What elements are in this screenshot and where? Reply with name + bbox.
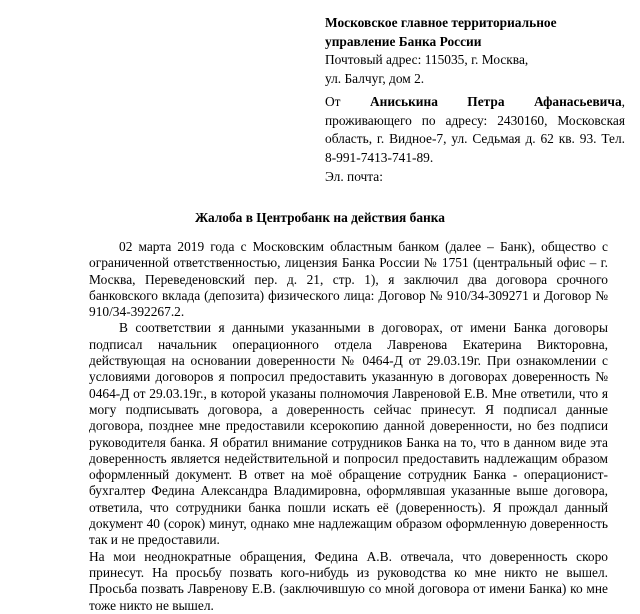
addressee-block: [325, 14, 625, 88]
addressee-org-line1: Московское главное территориальное: [325, 15, 557, 30]
addressee-address-line2: ул. Балчуг, дом 2.: [325, 70, 425, 86]
document-body: [89, 239, 608, 614]
sender-name: Аниськина Петра Афанасьевича: [369, 94, 622, 109]
sender-block: [325, 93, 625, 167]
body-paragraph-3: На мои неоднократные обращения, Федина А.В. отвечала, что доверенность скоро принесут. На просьбу позвать кого-нибудь из руководства ко мне никто не вышел. Просьба позвать Лавренову Е.В. (заключившую со мной договора от имени Банка) ко мне тоже никто не вышел.: [89, 548, 608, 613]
body-paragraph-1: 02 марта 2019 года с Московским областным банком (далее – Банк), общество с ограниченной ответственностью, лицензия Банка России № 1751 (центральный офис – г. Москва, Переведеновский пер. д. 21, стр. 1), я заключил два договора срочного банковского вклада (депозита) физического лица: Договор № 910/34-309271 и Договор № 910/34-392267.2.: [89, 239, 608, 320]
email-label: Эл. почта:: [325, 169, 383, 184]
sender-details: , проживающего по адресу: 2430160, Московская область, г. Видное-7, ул. Седьмая д. 62 кв. 93. Тел. 8-991-7413-741-89.: [325, 94, 625, 165]
addressee-address-line1: Почтовый адрес: 115035, г. Москва,: [325, 52, 529, 67]
body-paragraph-2: В соответствии я данными указанными в договорах, от имени Банка договоры подписал начальник операционного отдела Лавренова Екатерина Викторовна, действующая на основании доверенности № 0464-Д от 29.03.19г. При ознакомлении с условиями договоров я попросил предоставить указанную в договорах доверенность № 0464-Д от 29.03.19г., в которой указаны полномочия Лавреновой Е.В. Мне ответили, что я могу подписывать договора, а доверенность сейчас принесут. Я подписал данные договора, позднее мне предоставили ксерокопию данной доверенности, но без подписи руководителя банка. Я обратил внимание сотрудников Банка на то, что в данном виде эта доверенность является недействительной и попросил предоставить надлежащим образом оформленный документ. В ответ на моё обращение сотрудник Банка - операционист-бухгалтер Федина Александра Владимировна, оформлявшая указанные выше договора, ответила, что сотрудники банка пошли искать её (доверенность). Я прождал данный документ 40 (сорок) минут, однако мне надлежащим образом оформленную доверенность так и не предоставили.: [89, 320, 608, 548]
sender-from-label: От: [325, 94, 370, 109]
document-title: Жалоба в Центробанк на действия банка: [195, 210, 445, 225]
addressee-org-line2: управление Банка России: [325, 33, 482, 49]
